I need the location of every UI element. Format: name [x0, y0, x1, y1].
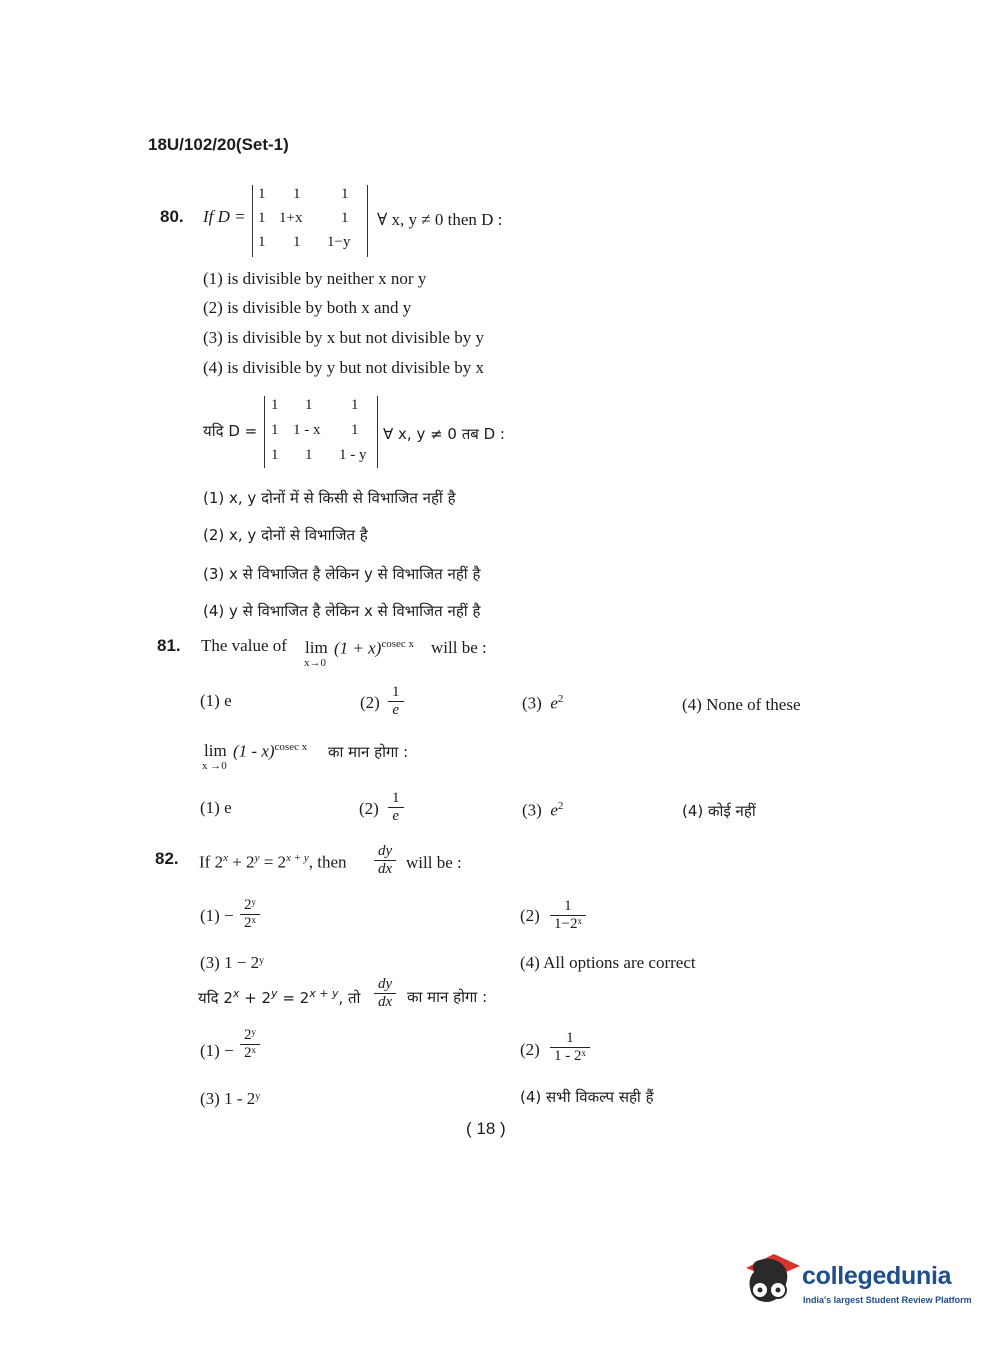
q80-hindi-determinant [264, 396, 378, 468]
matrix-cell: 1 - y [339, 447, 367, 463]
q80-option-1: (1) is divisible by neither x nor y [203, 269, 427, 288]
q81-hindi-option-3: (3) $e^2$ [522, 800, 564, 820]
q82-option-4: (4) All options are correct [520, 953, 696, 972]
fraction-denominator: dx [378, 994, 393, 1010]
q80-hindi-option-1: (1) x, y दोनों में से किसी से विभाजित नहीं है [203, 489, 456, 507]
fraction-denominator: e [392, 702, 400, 718]
matrix-cell: 1 [351, 422, 359, 438]
q81-hindi-option-2-label: (2) [359, 799, 379, 818]
matrix-cell: 1 [271, 422, 279, 438]
matrix-cell: 1 [258, 186, 266, 202]
q80-prefix: If D = [203, 207, 246, 226]
q82-equation: If $2^x + 2^y = 2^{x + y}$, then [199, 852, 347, 872]
q82-hindi-option-1-label: (1) − [200, 1041, 234, 1060]
q80-hindi-option-3: (3) x से विभाजित है लेकिन y से विभाजित नहीं है [203, 565, 481, 583]
matrix-cell: 1+x [279, 210, 303, 226]
matrix-cell: 1 [293, 234, 301, 250]
q81-option-3: (3) $e^2$ [522, 693, 564, 713]
q80-hindi-prefix: यदि D = [203, 422, 258, 440]
q81-limit-subscript: x→0 [304, 657, 326, 669]
q82-hindi-option-2-label: (2) [520, 1040, 540, 1059]
q80-option-2: (2) is divisible by both x and y [203, 298, 412, 317]
q82-hindi-option-3: (3) 1 - 2ʸ [200, 1089, 261, 1108]
fraction-numerator: dy [378, 843, 393, 859]
q82-option-1-label: (1) − [200, 906, 234, 925]
fraction-denominator: dx [378, 861, 393, 877]
question-number-80: 80. [160, 207, 184, 226]
q80-option-3: (3) is divisible by x but not divisible by y [203, 328, 484, 347]
q82-option-2-label: (2) [520, 906, 540, 925]
q81-limit: lim [305, 638, 328, 657]
matrix-cell: 1 [305, 397, 313, 413]
collegedunia-logo [742, 1250, 972, 1320]
fraction-denominator: 2ˣ [244, 915, 256, 931]
q81-option-2-fraction [388, 684, 404, 719]
matrix-cell: 1 [341, 186, 349, 202]
matrix-cell: 1 [351, 397, 359, 413]
q81-hindi-option-4: (4) कोई नहीं [682, 802, 756, 820]
q80-hindi-condition: ∀ x, y ≠ 0 तब D : [383, 425, 505, 443]
q82-hindi-derivative [374, 976, 396, 1011]
q81-expression: $(1 + x)^{cosec x}$ [334, 638, 415, 658]
q81-hindi-limit-subscript: x →0 [202, 760, 227, 772]
q82-hindi-option-1-fraction [240, 1027, 260, 1062]
matrix-cell: 1 [341, 210, 349, 226]
q81-hindi-limit: lim [204, 741, 227, 760]
fraction-numerator: 1 [392, 790, 400, 806]
q80-condition: ∀ x, y ≠ 0 then D : [377, 210, 503, 229]
matrix-cell: 1 [305, 447, 313, 463]
fraction-denominator: 1−2ˣ [554, 916, 582, 932]
q81-hindi-expression: (1 - x)$^{cosec x}$ [233, 741, 308, 761]
q80-hindi-option-4: (4) y से विभाजित है लेकिन x से विभाजित नहीं है [203, 602, 481, 620]
q82-hindi-suffix: का मान होगा : [407, 988, 488, 1006]
question-number-82: 82. [155, 849, 179, 868]
q80-option-4: (4) is divisible by y but not divisible by x [203, 358, 484, 377]
matrix-cell: 1 [258, 234, 266, 250]
q81-prefix: The value of [201, 636, 287, 655]
q82-hindi-option-2-fraction [550, 1030, 590, 1065]
q82-derivative [374, 843, 396, 878]
fraction-numerator: 1 [566, 1030, 574, 1046]
question-number-81: 81. [157, 636, 181, 655]
matrix-cell: 1 - x [293, 422, 321, 438]
q81-hindi-option-2-fraction [388, 790, 404, 825]
mascot-icon [742, 1250, 800, 1312]
fraction-numerator: 2ʸ [244, 1027, 256, 1043]
q82-hindi-equation: यदि $2^x + 2^y = 2^{x + y}$, तो [198, 987, 361, 1007]
page-number: ( 18 ) [466, 1119, 506, 1138]
q82-suffix: will be : [406, 853, 462, 872]
fraction-denominator: 2ˣ [244, 1045, 256, 1061]
q82-option-3: (3) 1 − 2ʸ [200, 953, 265, 972]
matrix-cell: 1−y [327, 234, 351, 250]
fraction-denominator: e [392, 808, 400, 824]
q81-hindi-suffix: का मान होगा : [328, 743, 409, 761]
matrix-cell: 1 [258, 210, 266, 226]
fraction-numerator: 1 [392, 684, 400, 700]
fraction-numerator: dy [378, 976, 393, 992]
q81-hindi-option-1: (1) e [200, 798, 232, 817]
q82-option-1-fraction [240, 897, 260, 932]
matrix-cell: 1 [271, 397, 279, 413]
fraction-numerator: 1 [564, 898, 572, 914]
q82-option-2-fraction [550, 898, 586, 933]
q81-option-1: (1) e [200, 691, 232, 710]
q81-option-4: (4) None of these [682, 695, 801, 714]
q80-determinant [252, 185, 368, 257]
matrix-cell: 1 [293, 186, 301, 202]
q81-option-2-label: (2) [360, 693, 380, 712]
logo-brand: collegedunia [802, 1262, 952, 1290]
matrix-cell: 1 [271, 447, 279, 463]
logo-tagline: India's largest Student Review Platform [803, 1295, 972, 1305]
fraction-denominator: 1 - 2ˣ [554, 1048, 586, 1064]
q82-hindi-option-4: (4) सभी विकल्प सही हैं [520, 1088, 654, 1106]
paper-code: 18U/102/20(Set-1) [148, 135, 289, 154]
q80-hindi-option-2: (2) x, y दोनों से विभाजित है [203, 526, 368, 544]
q81-suffix: will be : [431, 638, 487, 657]
fraction-numerator: 2ʸ [244, 897, 256, 913]
